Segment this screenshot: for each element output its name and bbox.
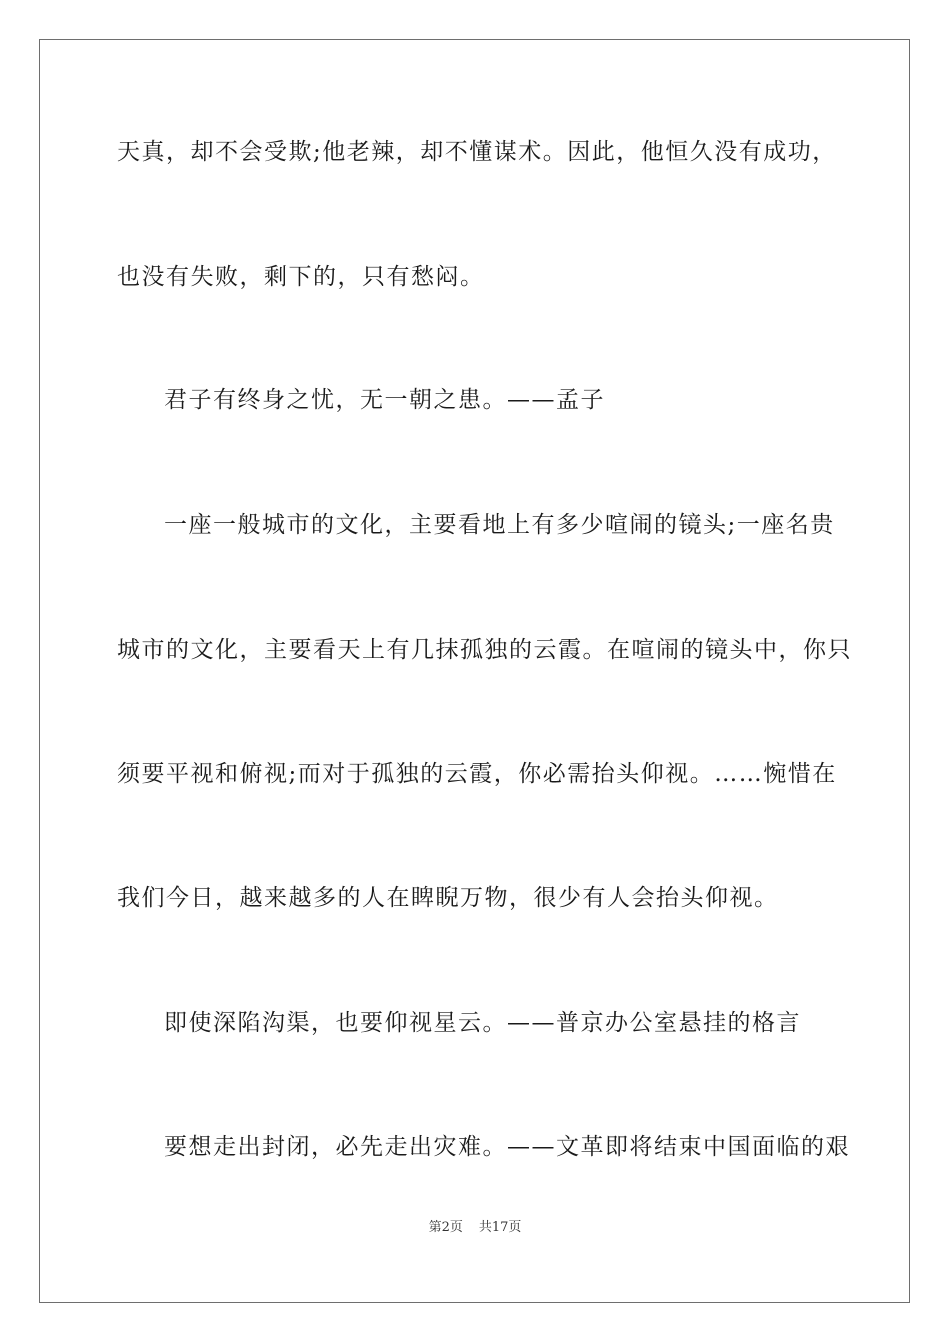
text-line-6: 须要平视和俯视;而对于孤独的云霞，你必需抬头仰视。……惋惜在 <box>117 761 837 787</box>
text-line-2: 也没有失败，剩下的，只有愁闷。 <box>117 264 485 290</box>
text-line-7: 我们今日，越来越多的人在睥睨万物，很少有人会抬头仰视。 <box>117 885 779 911</box>
page-footer <box>0 1219 950 1237</box>
total-pages: 共17页 <box>478 1220 522 1235</box>
text-line-9: 要想走出封闭，必先走出灾难。——文革即将结束中国面临的艰 <box>164 1134 850 1160</box>
text-line-1: 天真，却不会受欺;他老辣，却不懂谋术。因此，他恒久没有成功， <box>117 139 837 165</box>
page-border <box>39 39 910 1303</box>
text-line-4: 一座一般城市的文化，主要看地上有多少喧闹的镜头;一座名贵 <box>164 512 835 538</box>
text-line-8: 即使深陷沟渠，也要仰视星云。——普京办公室悬挂的格言 <box>164 1010 801 1036</box>
text-line-3: 君子有终身之忧，无一朝之患。——孟子 <box>164 387 605 413</box>
page-number: 第2页 <box>428 1220 463 1235</box>
text-line-5: 城市的文化，主要看天上有几抹孤独的云霞。在喧闹的镜头中，你只 <box>117 637 852 663</box>
